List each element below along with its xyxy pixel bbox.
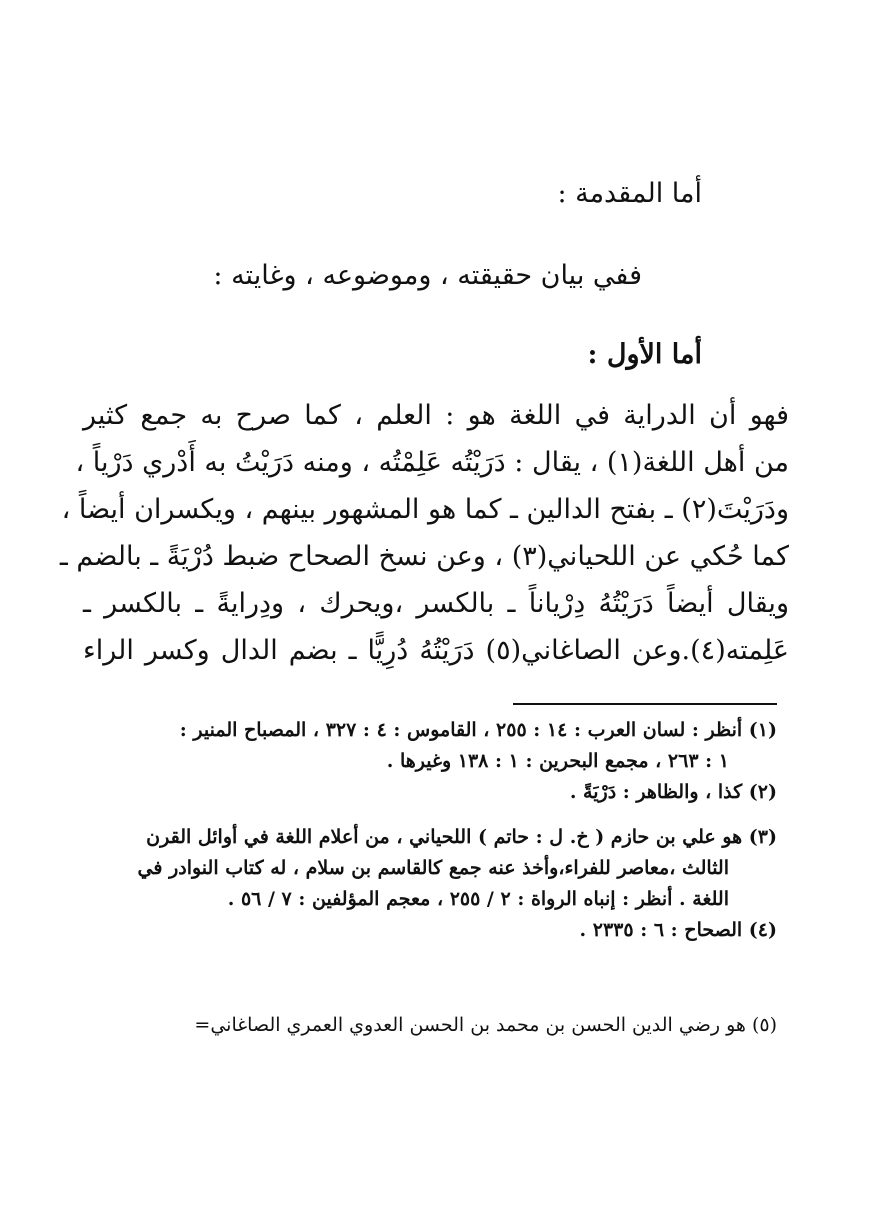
footnote-divider — [513, 703, 777, 705]
footnote-4: (٤) الصحاح : ٦ : ٢٣٣٥ . — [579, 919, 777, 941]
heading-muqaddima: أما المقدمة : — [557, 178, 702, 209]
heading-subject: ففي بيان حقيقته ، وموضوعه ، وغايته : — [213, 260, 642, 291]
body-line: فهو أن الدراية في اللغة هو : العلم ، كما صرح به جمع كثير — [83, 400, 789, 431]
heading-awwal: أما الأول : — [587, 339, 702, 370]
body-line: كما حُكي عن اللحياني(٣) ، وعن نسخ الصحاح ضبط دُرْيَةً ـ بالضم ـ — [59, 541, 789, 572]
body-line: ويقال أيضاً دَرَيْتُهُ دِرْياناً ـ بالكسر ،ويحرك ، ودِرايةً ـ بالكسر ـ — [83, 588, 789, 619]
footnote-5: (٥) هو رضي الدين الحسن بن محمد بن الحسن العدوي العمري الصاغاني= — [194, 1014, 777, 1036]
footnote-1-continued: ١ : ٢٦٣ ، مجمع البحرين : ١ : ١٣٨ وغيرها . — [386, 750, 729, 772]
body-line: من أهل اللغة(١) ، يقال : دَرَيْتُه عَلِمْتُه ، ومنه دَرَيْتُ به أَدْري دَرْياً ، — [75, 447, 789, 478]
footnote-3-continued: الثالث ،معاصر للفراء،وأخذ عنه جمع كالقاسم بن سلام ، له كتاب النوادر في — [137, 857, 729, 879]
body-paragraph — [59, 392, 790, 674]
footnote-3-continued: اللغة . أنظر : إنباه الرواة : ٢ / ٢٥٥ ، معجم المؤلفين : ٧ / ٥٦ . — [227, 888, 729, 910]
footnote-2: (٢) كذا ، والظاهر : دَرْيَةً . — [569, 781, 777, 803]
footnote-3: (٣) هو علي بن حازم ( خ. ل : حاتم ) اللحياني ، من أعلام اللغة في أوائل القرن — [146, 826, 777, 848]
body-line: عَلِمته(٤).وعن الصاغاني(٥) دَرَيْتُهُ دُرِيًّا ـ بضم الدال وكسر الراء — [83, 635, 790, 666]
body-line: ودَرَيْتَ(٢) ـ بفتح الدالين ـ كما هو المشهور بينهم ، ويكسران أيضاً ، — [61, 494, 789, 525]
footnote-1: (١) أنظر : لسان العرب : ١٤ : ٢٥٥ ، القاموس : ٤ : ٣٢٧ ، المصباح المنير : — [179, 719, 777, 741]
footnotes-block — [83, 715, 777, 946]
